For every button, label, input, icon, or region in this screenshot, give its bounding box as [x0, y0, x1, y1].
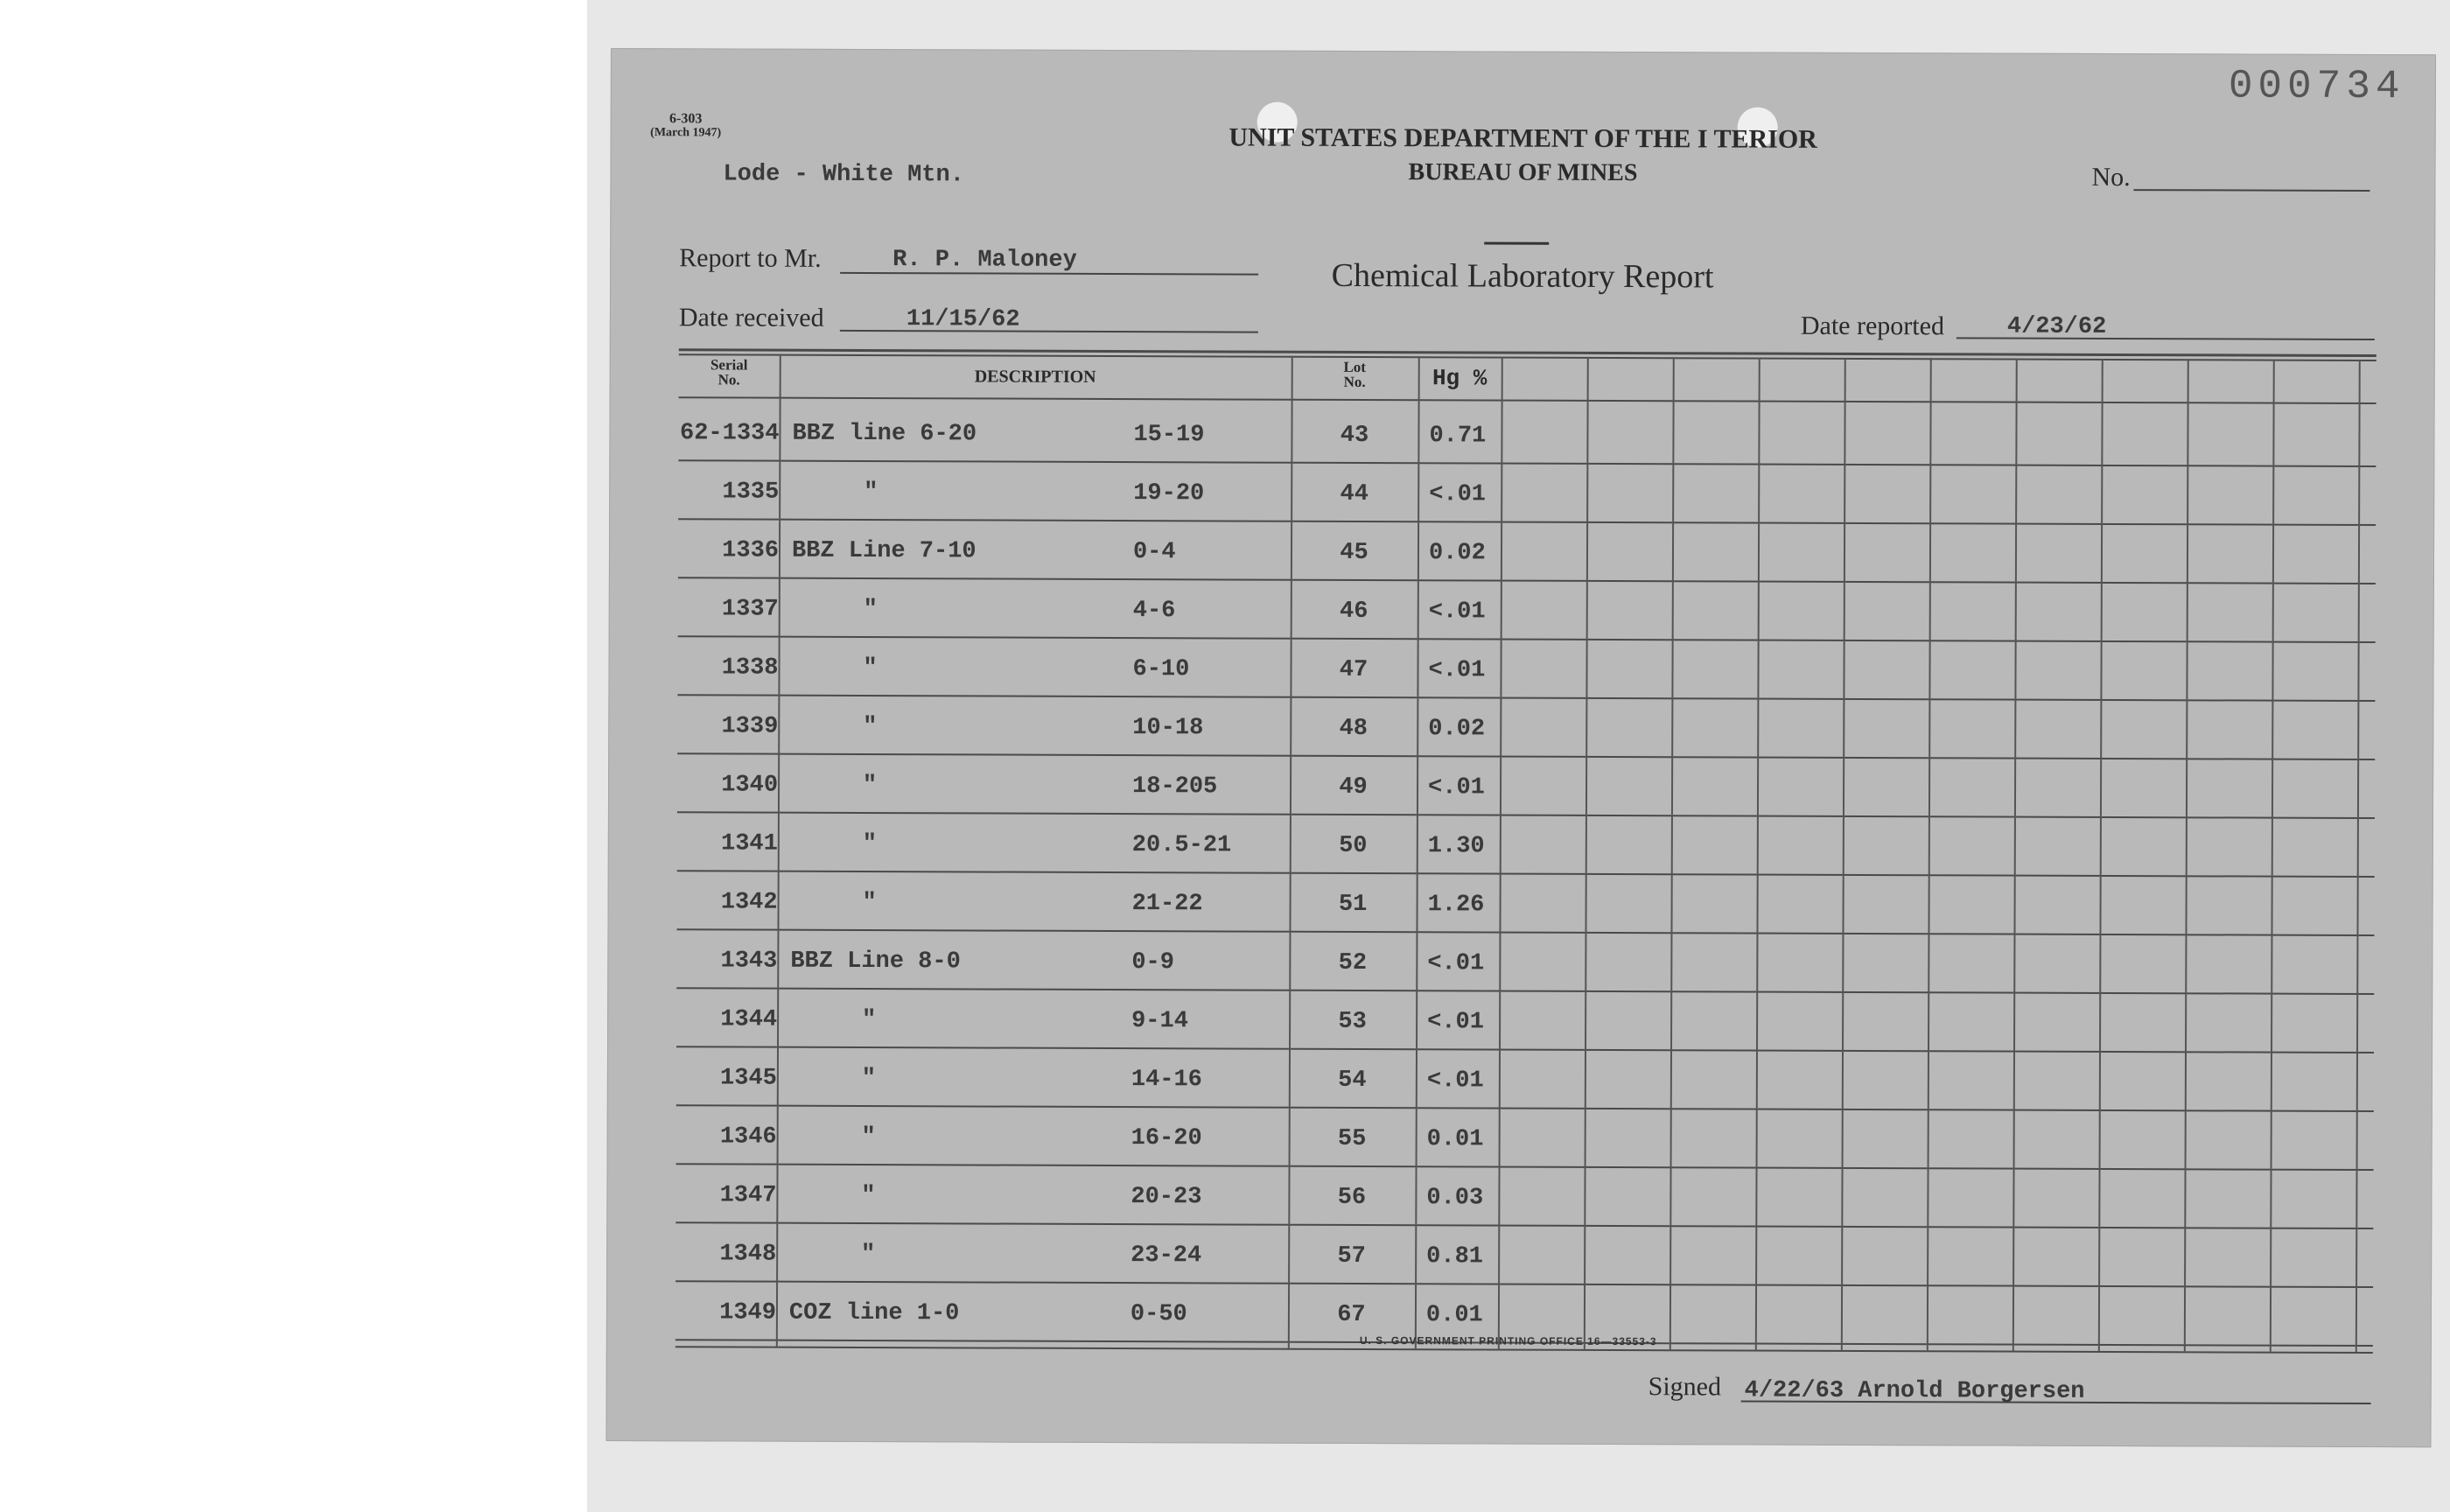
- table-row: [677, 813, 2375, 878]
- printing-office-note: U. S. GOVERNMENT PRINTING OFFICE 16—33553-3: [1359, 1334, 1657, 1348]
- report-title: Chemical Laboratory Report: [1331, 256, 1714, 296]
- lot-cell: 54: [1338, 1067, 1367, 1095]
- lab-report-card: [606, 48, 2436, 1447]
- interval-cell: 10-18: [1132, 715, 1204, 742]
- signed-label: Signed: [1648, 1372, 1722, 1402]
- table-row: [678, 578, 2376, 643]
- description-cell: COZ line 1-0: [788, 1299, 960, 1327]
- description-cell: BBZ line 6-20: [792, 420, 977, 448]
- lot-cell: 56: [1337, 1184, 1367, 1212]
- bureau-heading: BUREAU OF MINES: [1408, 158, 1638, 187]
- table-row: [677, 696, 2375, 760]
- hg-cell: <.01: [1428, 598, 1486, 626]
- description-cell: ": [861, 1007, 877, 1034]
- no-label: No.: [2091, 162, 2131, 192]
- stamp-number: 000734: [2228, 63, 2405, 110]
- table-row: [676, 872, 2374, 936]
- hg-cell: 1.30: [1427, 833, 1485, 860]
- date-reported-value: 4/23/62: [2006, 313, 2107, 340]
- hg-cell: <.01: [1427, 1009, 1484, 1036]
- hg-cell: <.01: [1427, 950, 1485, 977]
- description-cell: ": [861, 1124, 876, 1152]
- table-row: [677, 754, 2375, 819]
- hg-cell: 0.02: [1428, 540, 1486, 567]
- table-row: [676, 1047, 2374, 1112]
- serial-cell: 1339: [721, 713, 779, 740]
- lot-cell: 45: [1340, 539, 1368, 567]
- interval-cell: 0-9: [1131, 949, 1175, 976]
- hg-cell: 0.01: [1425, 1302, 1483, 1329]
- no-field-line: [2133, 189, 2370, 192]
- description-cell: BBZ Line 8-0: [790, 948, 961, 976]
- serial-cell: 1343: [720, 948, 778, 975]
- table-row: [677, 637, 2375, 702]
- lot-cell: 49: [1339, 774, 1368, 802]
- header-description: DESCRIPTION: [974, 367, 1096, 387]
- table-row: [678, 461, 2376, 526]
- hg-cell: <.01: [1426, 1068, 1484, 1095]
- lot-cell: 53: [1338, 1008, 1367, 1036]
- form-date: (March 1947): [650, 126, 722, 140]
- serial-cell: 1340: [721, 772, 779, 799]
- lot-cell: 67: [1337, 1301, 1366, 1329]
- interval-cell: 6-10: [1132, 656, 1190, 683]
- hg-cell: <.01: [1429, 481, 1487, 508]
- interval-cell: 9-14: [1131, 1008, 1188, 1035]
- table-row: [676, 1106, 2374, 1171]
- serial-cell: 1341: [720, 830, 778, 858]
- report-to-label: Report to Mr.: [679, 243, 822, 273]
- table-row: [678, 402, 2376, 467]
- hg-cell: 0.01: [1426, 1126, 1484, 1153]
- date-received-value: 11/15/62: [906, 306, 1020, 333]
- serial-cell: 1335: [722, 479, 780, 506]
- date-received-line: [840, 330, 1258, 333]
- description-cell: BBZ Line 7-10: [791, 537, 976, 565]
- description-cell: ": [863, 714, 878, 741]
- interval-cell: 16-20: [1130, 1125, 1202, 1152]
- serial-cell: 1347: [719, 1182, 777, 1209]
- lot-cell: 57: [1337, 1242, 1366, 1270]
- description-cell: ": [861, 1066, 877, 1093]
- lot-cell: 50: [1339, 832, 1368, 860]
- hg-cell: <.01: [1428, 774, 1485, 802]
- interval-cell: 0-50: [1130, 1301, 1187, 1328]
- description-cell: ": [861, 1183, 876, 1210]
- form-code: 6-303: [669, 111, 703, 127]
- serial-cell: 1336: [722, 537, 780, 564]
- hg-cell: 1.26: [1427, 892, 1485, 919]
- table-row: [676, 930, 2374, 995]
- description-cell: ": [863, 597, 878, 624]
- interval-cell: 15-19: [1133, 422, 1205, 449]
- date-reported-label: Date reported: [1800, 311, 1945, 341]
- title-rule: [1484, 242, 1549, 244]
- serial-cell: 1338: [721, 654, 779, 682]
- interval-cell: 23-24: [1130, 1242, 1202, 1270]
- serial-cell: 1348: [719, 1241, 777, 1268]
- interval-cell: 18-205: [1132, 774, 1218, 801]
- description-cell: ": [861, 1242, 876, 1269]
- report-to-value: R. P. Maloney: [892, 247, 1077, 274]
- interval-cell: 14-16: [1130, 1067, 1202, 1094]
- description-cell: ": [862, 831, 877, 858]
- header-hg: Hg %: [1432, 365, 1488, 392]
- department-heading: UNIT STATES DEPARTMENT OF THE I TERIOR: [1228, 122, 1817, 154]
- lot-cell: 48: [1339, 715, 1368, 743]
- hg-cell: 0.71: [1429, 423, 1487, 450]
- lot-cell: 43: [1340, 422, 1369, 450]
- description-cell: ": [862, 890, 877, 917]
- hg-cell: <.01: [1428, 657, 1486, 684]
- description-cell: ": [863, 655, 878, 682]
- lode-label: Lode - White Mtn.: [723, 161, 965, 189]
- description-cell: ": [862, 773, 878, 800]
- table-row: [678, 520, 2376, 584]
- interval-cell: 20.5-21: [1131, 832, 1232, 859]
- header-lot: [1292, 360, 1418, 390]
- hg-cell: 0.81: [1426, 1243, 1484, 1270]
- lot-cell: 55: [1337, 1125, 1367, 1153]
- header-lot-text: Lot No.: [1343, 358, 1367, 391]
- interval-cell: 4-6: [1132, 598, 1176, 625]
- table-row: [676, 1223, 2373, 1288]
- serial-cell: 1342: [720, 889, 778, 916]
- hg-cell: 0.03: [1426, 1185, 1484, 1212]
- interval-cell: 0-4: [1132, 539, 1176, 566]
- interval-cell: 19-20: [1133, 480, 1205, 508]
- serial-cell: 1344: [720, 1006, 778, 1033]
- lot-cell: 47: [1339, 656, 1368, 684]
- table-row: [676, 1165, 2373, 1229]
- serial-cell: 62-1334: [679, 420, 780, 447]
- serial-cell: 1337: [721, 596, 779, 623]
- hg-cell: 0.02: [1428, 716, 1486, 743]
- table-row: [676, 989, 2374, 1054]
- lot-cell: 52: [1338, 949, 1368, 977]
- lot-cell: 44: [1340, 480, 1368, 508]
- header-serial-text: Serial No.: [710, 356, 748, 388]
- interval-cell: 20-23: [1130, 1184, 1202, 1211]
- header-serial: [679, 357, 780, 387]
- serial-cell: 1349: [719, 1299, 777, 1326]
- date-received-label: Date received: [678, 303, 824, 332]
- lot-cell: 46: [1340, 598, 1368, 626]
- signed-value: 4/22/63 Arnold Borgersen: [1744, 1377, 2085, 1405]
- serial-cell: 1345: [720, 1065, 777, 1092]
- interval-cell: 21-22: [1131, 891, 1203, 918]
- lot-cell: 51: [1338, 891, 1368, 919]
- description-cell: ": [864, 480, 878, 507]
- serial-cell: 1346: [719, 1124, 777, 1151]
